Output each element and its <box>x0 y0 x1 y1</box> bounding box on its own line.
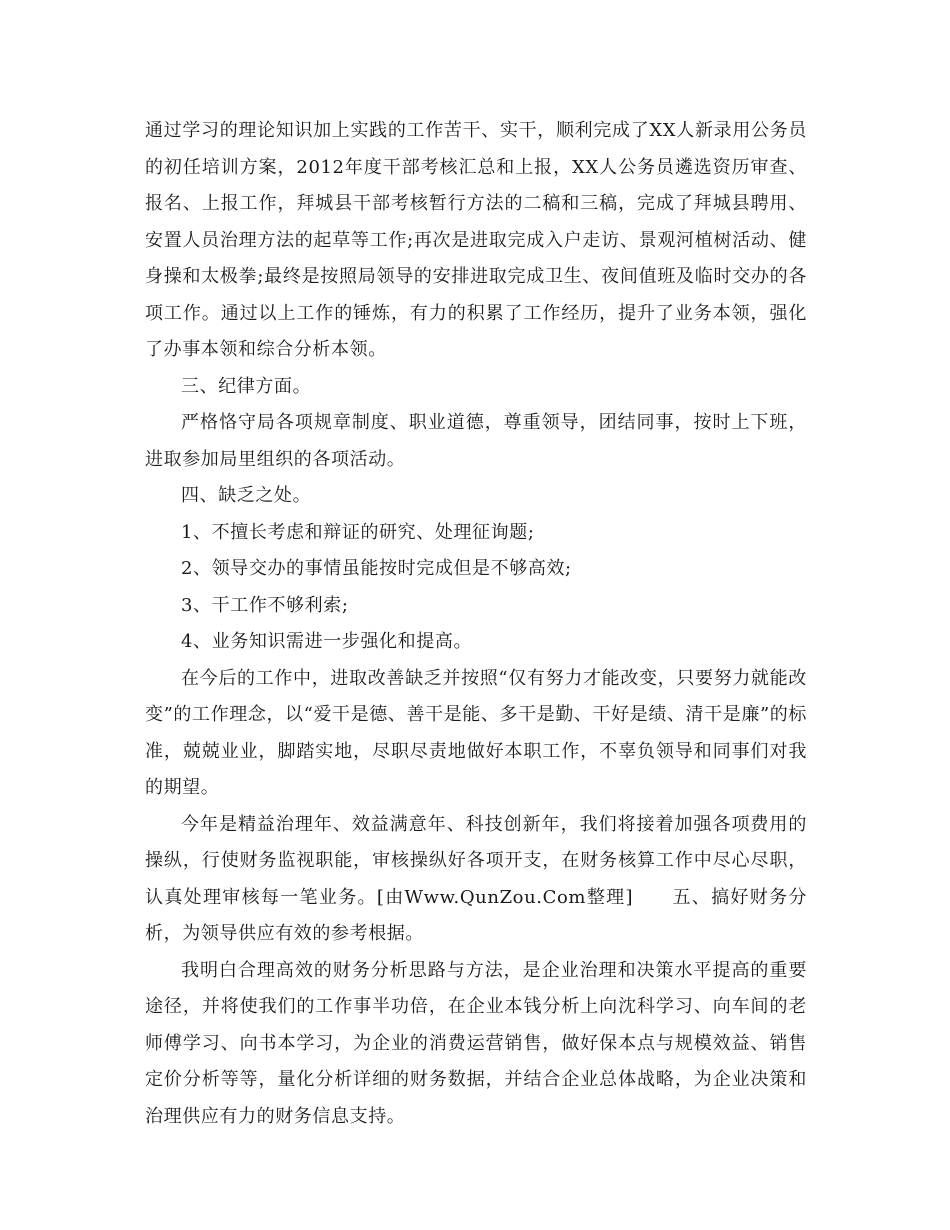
heading-discipline: 三、纪律方面。 <box>181 375 312 397</box>
paragraph-work-summary: 通过学习的理论知识加上实践的工作苦干、实干，顺利完成了XX人新录用公务员的初任培训方案，2012年度干部考核汇总和上报，XX人公务员遴选资历审查、报名、上报工作，拜城县干部考核暂行方法的二稿和三稿，完成了拜城县聘用、安置人员治理方法的起草等工作;再次是进取完成入户走访、景观河植树活动、健身操和太极拳;最终是按照局领导的安排进取完成卫生、夜间值班及临时交办的各项工作。通过以上工作的锤炼，有力的积累了工作经历，提升了业务本领，强化了办事本领和综合分析本领。 <box>145 120 807 360</box>
paragraph-financial-analysis: 我明白合理高效的财务分析思路与方法，是企业治理和决策水平提高的重要途径，并将使我们的工作事半功倍，在企业本钱分析上向沈科学习、向车间的老师傅学习、向书本学习，为企业的消费运营销售，做好保本点与规模效益、销售定价分析等等，量化分析详细的财务数据，并结合企业总体战略，为企业决策和治理供应有力的财务信息支持。 <box>145 959 807 1127</box>
document-body <box>145 113 807 1135</box>
list-item-shortcoming-3: 3、干工作不够利索; <box>181 594 349 616</box>
list-item-shortcoming-1: 1、不擅长考虑和辩证的研究、处理征询题; <box>181 521 535 543</box>
list-item-shortcoming-4: 4、业务知识需进一步强化和提高。 <box>181 631 473 652</box>
paragraph-discipline: 严格恪守局各项规章制度、职业道德，尊重领导，团结同事，按时上下班，进取参加局里组织的各项活动。 <box>145 412 807 470</box>
list-item-shortcoming-2: 2、领导交办的事情虽能按时完成但是不够高效; <box>181 558 572 579</box>
paragraph-this-year: 今年是精益治理年、效益满意年、科技创新年，我们将接着加强各项费用的操纵，行使财务监视职能，审核操纵好各项开支，在财务核算工作中尽心尽职，认真处理审核每一笔业务。[由Www.QunZou.Com整理] 五、搞好财务分析，为领导供应有效的参考根据。 <box>145 813 807 944</box>
heading-shortcomings: 四、缺乏之处。 <box>181 485 312 506</box>
paragraph-future-work: 在今后的工作中，进取改善缺乏并按照“仅有努力才能改变，只要努力就能改变”的工作理念，以“爱干是德、善干是能、多干是勤、干好是绩、清干是廉”的标准，兢兢业业，脚踏实地，尽职尽责地做好本职工作，不辜负领导和同事们对我的期望。 <box>145 667 807 798</box>
